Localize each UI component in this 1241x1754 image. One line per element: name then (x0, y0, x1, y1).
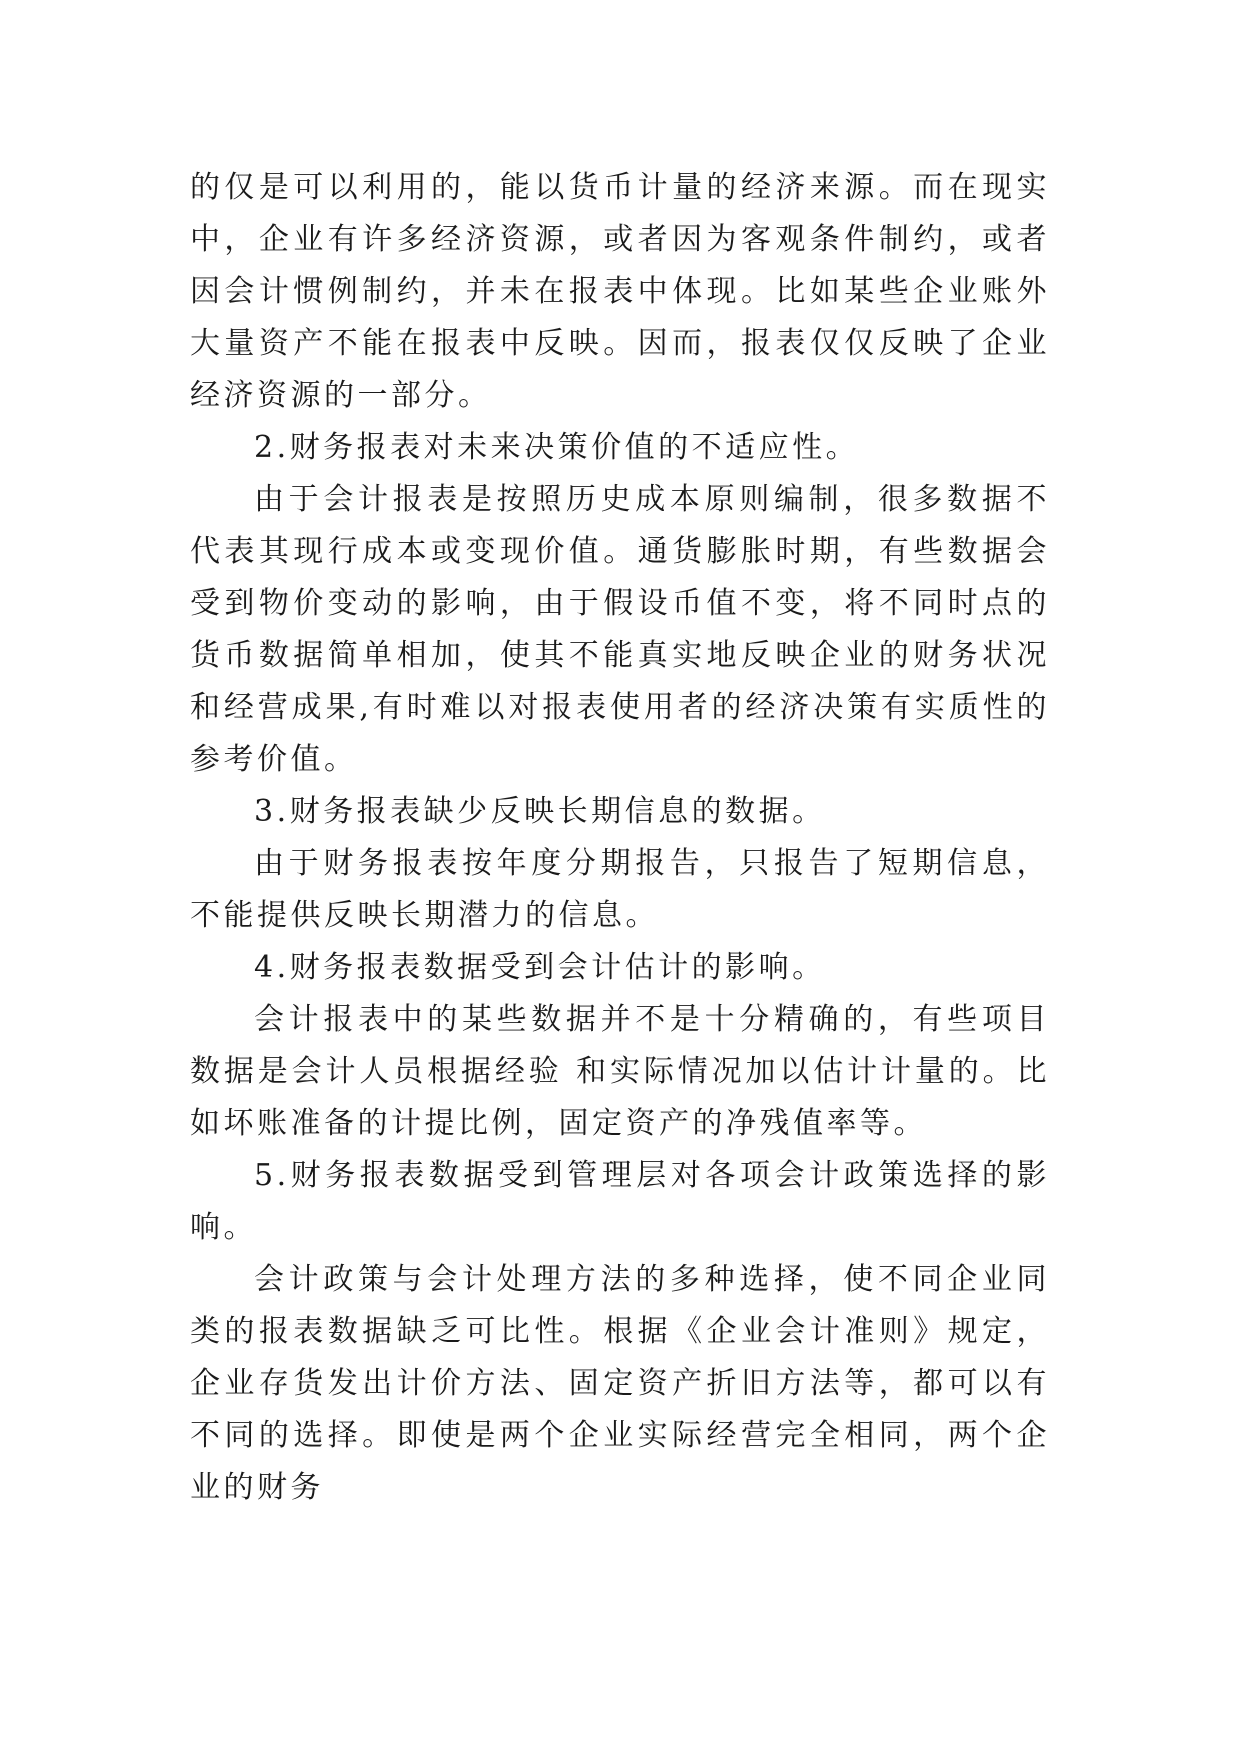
section-heading-2: 2.财务报表对未来决策价值的不适应性。 (254, 430, 860, 465)
document-body (190, 162, 1050, 1514)
section-heading-5: 5.财务报表数据受到管理层对各项会计政策选择的影响。 (190, 1158, 1050, 1245)
paragraph-continued: 的仅是可以利用的，能以货币计量的经济来源。而在现实中，企业有许多经济资源，或者因为客观条件制约，或者因会计惯例制约，并未在报表中体现。比如某些企业账外大量资产不能在报表中反映。因而，报表仅仅反映了企业经济资源的一部分。 (190, 170, 1050, 413)
section-heading-4: 4.财务报表数据受到会计估计的影响。 (254, 950, 826, 985)
paragraph-section-5: 会计政策与会计处理方法的多种选择，使不同企业同类的报表数据缺乏可比性。根据《企业会计准则》规定，企业存货发出计价方法、固定资产折旧方法等，都可以有不同的选择。即使是两个企业实际经营完全相同，两个企业的财务 (190, 1262, 1050, 1505)
paragraph-section-2: 由于会计报表是按照历史成本原则编制，很多数据不代表其现行成本或变现价值。通货膨胀时期，有些数据会受到物价变动的影响，由于假设币值不变，将不同时点的货币数据简单相加，使其不能真实地反映企业的财务状况和经营成果,有时难以对报表使用者的经济决策有实质性的参考价值。 (190, 482, 1050, 777)
paragraph-section-3: 由于财务报表按年度分期报告，只报告了短期信息，不能提供反映长期潜力的信息。 (190, 846, 1050, 933)
paragraph-section-4: 会计报表中的某些数据并不是十分精确的，有些项目数据是会计人员根据经验 和实际情况加以估计计量的。比如坏账准备的计提比例，固定资产的净残值率等。 (190, 1002, 1050, 1141)
section-heading-3: 3.财务报表缺少反映长期信息的数据。 (254, 794, 826, 829)
